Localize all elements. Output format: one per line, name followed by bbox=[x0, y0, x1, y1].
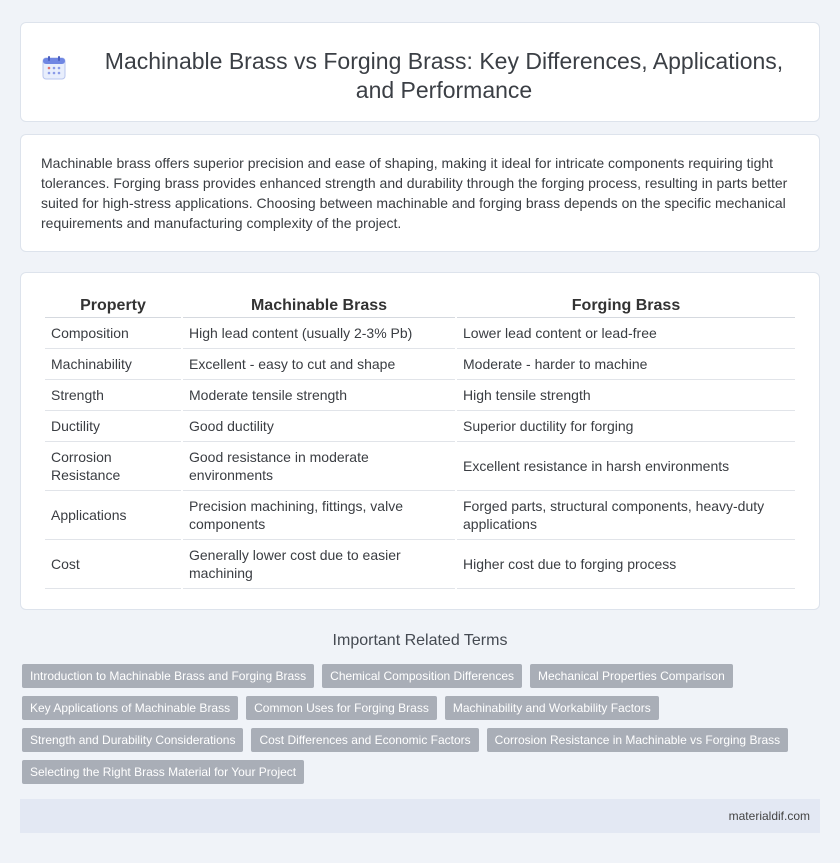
cell-forging: Superior ductility for forging bbox=[457, 411, 795, 442]
table-row bbox=[45, 349, 795, 380]
cell-forging: Higher cost due to forging process bbox=[457, 540, 795, 589]
cell-property: Machinability bbox=[45, 349, 181, 380]
cell-forging: Forged parts, structural components, heavy-duty applications bbox=[457, 491, 795, 540]
page-title: Machinable Brass vs Forging Brass: Key Differences, Applications, and Performance bbox=[104, 48, 784, 103]
table-header-row bbox=[45, 291, 795, 318]
table-row bbox=[45, 442, 795, 491]
cell-machinable: Good resistance in moderate environments bbox=[183, 442, 455, 491]
table-row bbox=[45, 318, 795, 349]
footer bbox=[20, 799, 820, 833]
cell-machinable: Generally lower cost due to easier machining bbox=[183, 540, 455, 589]
table-row bbox=[45, 540, 795, 589]
related-term-tag[interactable]: Corrosion Resistance in Machinable vs Forging Brass bbox=[487, 728, 788, 752]
cell-property: Applications bbox=[45, 491, 181, 540]
related-term-tag[interactable]: Cost Differences and Economic Factors bbox=[251, 728, 478, 752]
title-row bbox=[21, 23, 819, 105]
header-property: Property bbox=[45, 291, 181, 318]
related-term-tag[interactable]: Machinability and Workability Factors bbox=[445, 696, 659, 720]
cell-machinable: High lead content (usually 2-3% Pb) bbox=[183, 318, 455, 349]
footer-site-link[interactable]: materialdif.com bbox=[728, 809, 810, 823]
cell-forging: High tensile strength bbox=[457, 380, 795, 411]
cell-machinable: Good ductility bbox=[183, 411, 455, 442]
header-forging-brass: Forging Brass bbox=[457, 291, 795, 318]
comparison-table bbox=[43, 291, 797, 589]
title-card bbox=[20, 22, 820, 122]
related-term-tag[interactable]: Key Applications of Machinable Brass bbox=[22, 696, 238, 720]
intro-paragraph: Machinable brass offers superior precision and ease of shaping, making it ideal for intricate components requiring tight tolerances. Forging brass provides enhanced strength and durability through the forging process, resulting in parts better suited for high-stress applications. Choosing between machinable and forging brass depends on the specific mechanical requirements and manufacturing complexity of the project. bbox=[41, 155, 788, 231]
cell-machinable: Precision machining, fittings, valve components bbox=[183, 491, 455, 540]
table-row bbox=[45, 380, 795, 411]
cell-property: Cost bbox=[45, 540, 181, 589]
related-term-tag[interactable]: Strength and Durability Considerations bbox=[22, 728, 243, 752]
cell-machinable: Excellent - easy to cut and shape bbox=[183, 349, 455, 380]
cell-property: Ductility bbox=[45, 411, 181, 442]
cell-forging: Moderate - harder to machine bbox=[457, 349, 795, 380]
table-row bbox=[45, 411, 795, 442]
intro-card bbox=[20, 134, 820, 252]
cell-forging: Excellent resistance in harsh environments bbox=[457, 442, 795, 491]
related-term-tag[interactable]: Common Uses for Forging Brass bbox=[246, 696, 437, 720]
calendar-icon bbox=[41, 55, 67, 81]
header-machinable-brass: Machinable Brass bbox=[183, 291, 455, 318]
related-term-tag[interactable]: Selecting the Right Brass Material for Your Project bbox=[22, 760, 304, 784]
related-terms-list bbox=[22, 664, 802, 792]
cell-property: Strength bbox=[45, 380, 181, 411]
cell-property: Composition bbox=[45, 318, 181, 349]
cell-property: Corrosion Resistance bbox=[45, 442, 181, 491]
related-term-tag[interactable]: Chemical Composition Differences bbox=[322, 664, 522, 688]
related-term-tag[interactable]: Mechanical Properties Comparison bbox=[530, 664, 733, 688]
comparison-table-card bbox=[20, 272, 820, 610]
cell-machinable: Moderate tensile strength bbox=[183, 380, 455, 411]
cell-forging: Lower lead content or lead-free bbox=[457, 318, 795, 349]
related-terms-heading: Important Related Terms bbox=[332, 632, 508, 649]
table-row bbox=[45, 491, 795, 540]
related-term-tag[interactable]: Introduction to Machinable Brass and Forging Brass bbox=[22, 664, 314, 688]
